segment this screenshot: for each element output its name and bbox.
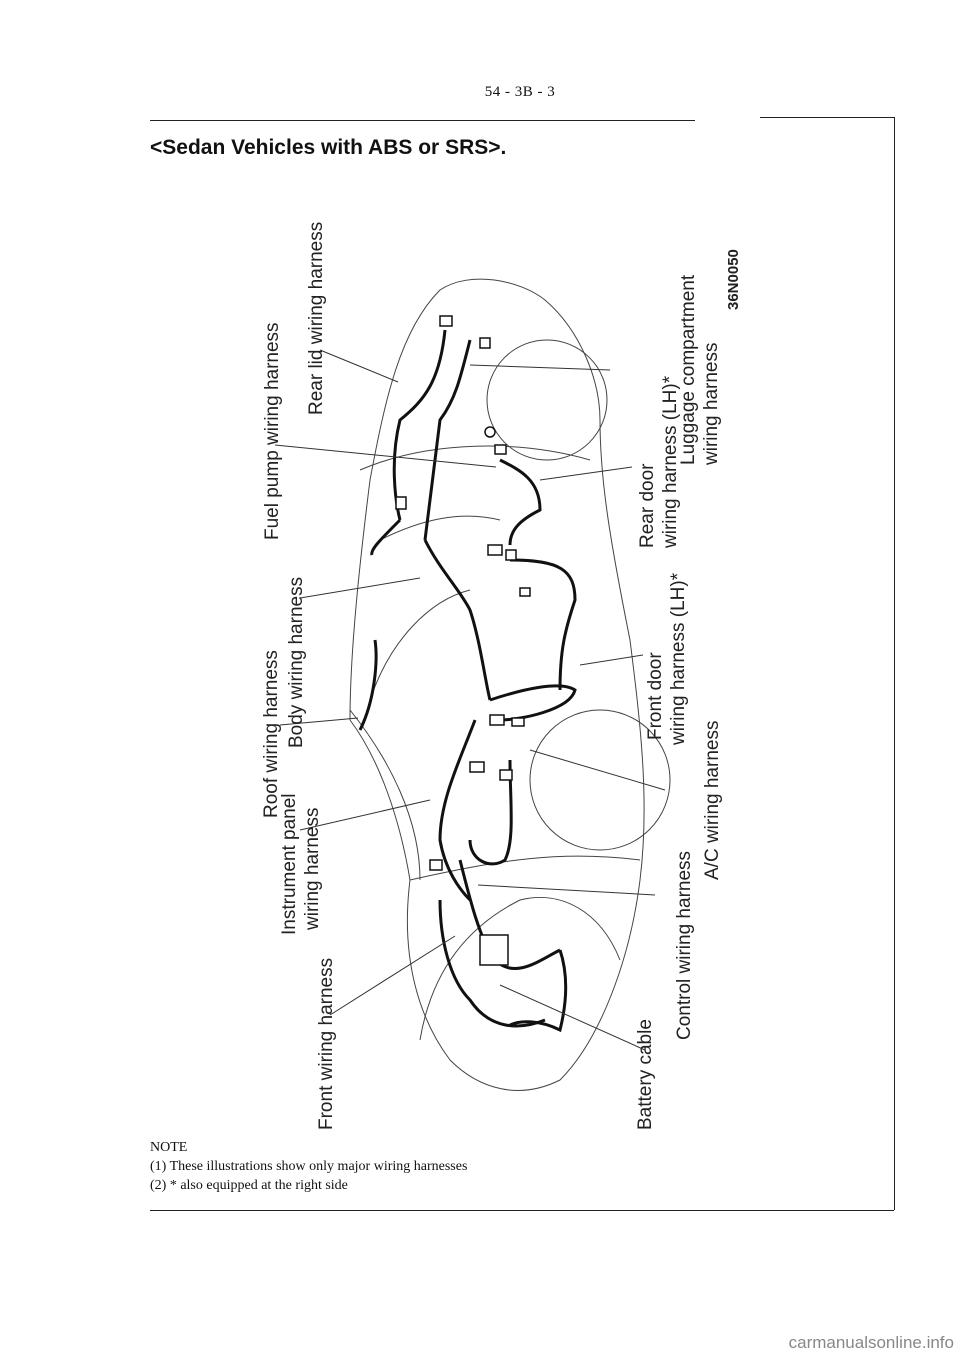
figure-code: 36N0050 bbox=[725, 249, 742, 310]
label-instrument-panel-harness-2: wiring harness bbox=[302, 807, 323, 930]
note-item-2: (2) * also equipped at the right side bbox=[150, 1178, 348, 1193]
label-battery-cable: Battery cable bbox=[635, 1019, 656, 1130]
label-luggage-compartment-harness-2: wiring harness bbox=[701, 342, 722, 465]
label-front-door-harness-2: wiring harness (LH)* bbox=[668, 572, 689, 745]
label-front-door-harness-1: Front door bbox=[645, 652, 666, 740]
page-number: 54 - 3B - 3 bbox=[484, 84, 556, 100]
label-body-harness: Body wiring harness bbox=[286, 576, 307, 748]
label-rear-door-harness-2: wiring harness (LH)* bbox=[660, 375, 681, 548]
label-instrument-panel-harness-1: Instrument panel bbox=[279, 793, 300, 935]
label-control-harness: Control wiring harness bbox=[674, 850, 695, 1040]
harness-lines bbox=[360, 330, 575, 1030]
section-title: <Sedan Vehicles with ABS or SRS>. bbox=[150, 136, 507, 159]
label-rear-lid-harness: Rear lid wiring harness bbox=[306, 221, 327, 415]
notes-block bbox=[150, 1138, 467, 1195]
note-item-1: (1) These illustrations show only major wiring harnesses bbox=[150, 1159, 468, 1174]
label-ac-harness: A/C wiring harness bbox=[702, 720, 723, 880]
label-roof-harness: Roof wiring harness bbox=[261, 650, 282, 818]
label-front-harness: Front wiring harness bbox=[316, 957, 337, 1130]
label-fuel-pump-harness: Fuel pump wiring harness bbox=[262, 322, 283, 540]
harness-labels bbox=[261, 222, 742, 1130]
label-rear-door-harness-1: Rear door bbox=[637, 463, 658, 548]
leader-lines bbox=[275, 350, 665, 1050]
label-luggage-compartment-harness-1: Luggage compartment bbox=[678, 274, 699, 465]
notes-heading: NOTE bbox=[150, 1140, 188, 1155]
watermark: carmanualsonline.info bbox=[788, 1333, 954, 1352]
